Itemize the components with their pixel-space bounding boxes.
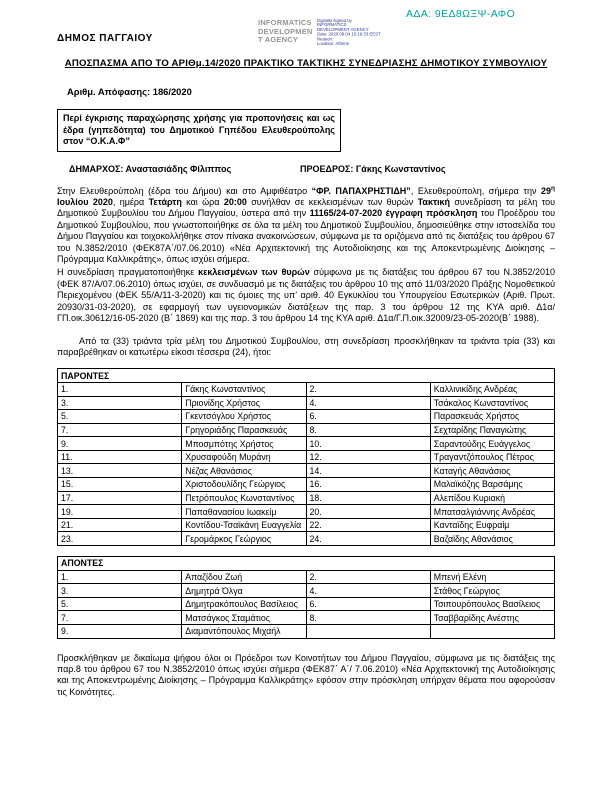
member-name: Μαλαϊκόζης Βαρσάμης — [430, 478, 554, 492]
member-number: 8. — [306, 611, 430, 625]
member-name: Τσαββαρίδης Ανέστης — [430, 611, 554, 625]
table-row — [58, 518, 555, 532]
member-name: Τσάκαλος Κωνσταντίνος — [430, 396, 554, 410]
member-name: Σεχταρίδης Παναγιώτης — [430, 423, 554, 437]
member-number: 5. — [58, 410, 182, 424]
member-number: 3. — [58, 584, 182, 598]
member-number: 3. — [58, 396, 182, 410]
agency-line: INFORMATICS — [258, 18, 312, 27]
member-number: 4. — [306, 396, 430, 410]
member-number: 14. — [306, 464, 430, 478]
member-name: Πετρόπουλος Κωνσταντίνος — [182, 491, 306, 505]
ada-code: ΑΔΑ: 9ΕΔ8ΩΞΨ-ΑΦΟ — [406, 8, 516, 20]
text-segment: η — [551, 184, 555, 192]
member-number: 9. — [58, 625, 182, 639]
member-number: 20. — [306, 505, 430, 519]
text-segment: “ΦΡ. ΠΑΠΑΧΡΗΣΤΙΔΗ” — [311, 185, 411, 196]
table-row — [58, 450, 555, 464]
text-segment: 11165/24-07-2020 έγγραφη πρόσκληση — [309, 208, 478, 219]
table-row — [58, 491, 555, 505]
member-name: Τσιπουρόπουλος Βασίλειος — [430, 597, 554, 611]
member-name — [430, 625, 554, 639]
table-row — [58, 410, 555, 424]
member-number: 8. — [306, 423, 430, 437]
member-name: Μπενή Ελένη — [430, 570, 554, 584]
text-segment: , ημέρα — [112, 197, 149, 208]
signature-agency-name — [258, 19, 313, 45]
table-row — [58, 597, 555, 611]
member-name: Πριονίδης Χρήστος — [182, 396, 306, 410]
member-number: 9. — [58, 437, 182, 451]
agency-line: DEVELOPMEN — [258, 26, 313, 36]
council-president-name: ΠΡΟΕΔΡΟΣ: Γάκης Κωνσταντίνος — [300, 163, 446, 174]
member-name: Μποσμπότης Χρήστος — [182, 437, 306, 451]
member-number — [306, 625, 430, 639]
subject-box: Περί έγκρισης παραχώρησης χρήσης για προπονήσεις και ως έδρα (γηπεδότητα) του Δημοτικού Γηπέδου Ελευθερούπολης στον “Ο.Κ.Α.Φ” — [57, 109, 341, 151]
text-segment: Ιουλίου 2020 — [57, 197, 113, 208]
member-name: Χρυσαφούδη Μυράνη — [182, 450, 306, 464]
officials-line — [57, 164, 555, 176]
signature-line: Date: 2020.08.04 10:16:33 EEST — [316, 32, 381, 38]
member-number: 24. — [306, 532, 430, 546]
text-segment: και ώρα — [181, 197, 224, 208]
table-row — [58, 584, 555, 598]
member-number: 18. — [306, 491, 430, 505]
text-segment: 20:00 — [223, 197, 247, 208]
text-segment: Στην Ελευθερούπολη (έδρα του Δήμου) και στο Αμφιθέατρο — [57, 185, 312, 196]
member-number: 13. — [58, 464, 182, 478]
present-members-table — [57, 368, 555, 546]
table-row — [58, 611, 555, 625]
member-number: 6. — [306, 597, 430, 611]
member-name: Καλλινικίδης Ανδρέας — [430, 382, 554, 396]
member-number: 6. — [306, 410, 430, 424]
table-row — [58, 478, 555, 492]
digital-signature-stamp — [258, 19, 417, 57]
member-name: Καταγής Αθανάσιος — [430, 464, 554, 478]
signature-line: DEVELOPMENT AGENCY — [316, 28, 369, 33]
member-number: 11. — [58, 450, 182, 464]
member-number: 1. — [58, 570, 182, 584]
member-name: Κοντίδου-Τσαϊκάνη Ευαγγελία — [182, 518, 306, 532]
paragraph-community-presidents: Προσκλήθηκαν με δικαίωμα ψήφου όλοι οι Πρόεδροι των Κοινοτήτων του Δήμου Παγγαίου, σύμφωνα με τις διατάξεις της παρ.8 του άρθρου 67 του Ν.3852/2010 όπως ισχύει σήμερα (ΦΕΚ87΄ Α΄/ 7.06.2010) «Νέα Αρχιτεκτονική της Αυτοδιοίκησης και της Αποκεντρωμένης Διοίκησης – Πρόγραμμα Καλλικράτης» εφόσον στην πρόσκληση υπήρχαν θέματα που αφορούσαν τις Κοινότητες. — [57, 652, 555, 697]
table-row — [58, 505, 555, 519]
member-number: 1. — [58, 382, 182, 396]
paragraph-closed-doors — [57, 267, 555, 324]
table-row — [58, 570, 555, 584]
table-row — [58, 464, 555, 478]
member-name: Γερομάρκος Γεώργιος — [182, 532, 306, 546]
member-name: Ματσάγκος Σταμάτιος — [182, 611, 306, 625]
text-segment: 29 — [540, 185, 551, 196]
member-name: Αλεπίδου Κυριακή — [430, 491, 554, 505]
mayor-name: ΔΗΜΑΡΧΟΣ: Αναστασιάδης Φίλιππος — [69, 163, 232, 174]
table-row — [58, 625, 555, 639]
member-number: 4. — [306, 584, 430, 598]
member-number: 15. — [58, 478, 182, 492]
member-number: 7. — [58, 611, 182, 625]
text-segment: Τακτική — [417, 197, 451, 208]
member-name: Δημητρακόπουλος Βασίλειος — [182, 597, 306, 611]
member-name: Κανταϊδης Ευφραίμ — [430, 518, 554, 532]
paragraph-session-intro — [57, 183, 555, 266]
text-segment: κεκλεισμένων των θυρών — [198, 267, 310, 278]
table-row — [58, 396, 555, 410]
member-name: Τραγαντζόπουλος Πέτρος — [430, 450, 554, 464]
member-number: 12. — [306, 450, 430, 464]
member-name: Νέζας Αθανάσιος — [182, 464, 306, 478]
paragraph-members-count: Από τα (33) τριάντα τρία μέλη του Δημοτικού Συμβουλίου, στη συνεδρίαση προσκλήθηκαν τα τριάντα τρία (33) και παραβρέθηκαν οι κατωτέρω είκοσι τέσσερα (24), ήτοι: — [57, 335, 555, 357]
member-name: Παπαθανασίου Ιωακείμ — [182, 505, 306, 519]
member-number: 2. — [306, 382, 430, 396]
member-number: 17. — [58, 491, 182, 505]
member-number: 19. — [58, 505, 182, 519]
signature-details — [317, 19, 389, 47]
member-number: 2. — [306, 570, 430, 584]
member-number: 16. — [306, 478, 430, 492]
document-title: ΑΠΟΣΠΑΣΜΑ ΑΠΟ ΤΟ ΑΡΙΘμ.14/2020 ΠΡΑΚΤΙΚΟ ΤΑΚΤΙΚΗΣ ΣΥΝΕΔΡΙΑΣΗΣ ΔΗΜΟΤΙΚΟΥ ΣΥΜΒΟΥΛΙΟΥ — [64, 58, 548, 69]
text-segment: του Προέδρου του Δημοτικού Συμβουλίου, που γνωστοποιήθηκε σε όλα τα μέλη του Δημοτικού Συμβουλίου, δημοσιεύθηκε στην ιστοσελίδα του Δήμου Παγγαίου και τοιχοκολλήθηκε στον πίνακα ανακοινώσεων, σύμφωνα με τα οριζόμενα από τις διατάξεις του άρθρου 67 του Ν.3852/2010 (ΦΕΚ87Α΄/07.06.2010) «Νέα Αρχιτεκτονική της Αυτοδιοίκησης και της Αποκεντρωμένης Διοίκησης – Πρόγραμμα Καλλικράτης», όπως ισχύει σήμερα. — [57, 208, 556, 265]
member-name: Διαμαντόπουλος Μιχαήλ — [182, 625, 306, 639]
absent-members-table — [57, 556, 555, 639]
member-name: Γάκης Κωνσταντίνος — [182, 382, 306, 396]
signature-line: Reason: — [316, 37, 333, 42]
table-row — [58, 423, 555, 437]
member-name: Δημητρά Όλγα — [182, 584, 306, 598]
table-row — [58, 532, 555, 546]
municipality-name: ΔΗΜΟΣ ΠΑΓΓΑΙΟΥ — [57, 33, 153, 44]
table-row — [58, 382, 555, 396]
table-header: ΑΠΟΝΤΕΣ — [58, 557, 555, 571]
member-number: 10. — [306, 437, 430, 451]
signature-line: Digitally signed by — [316, 19, 352, 24]
member-name: Παρασκευάς Χρήστος — [430, 410, 554, 424]
text-segment: συνήλθαν σε κεκλεισμένων των θυρών — [246, 197, 418, 208]
signature-line: INFORMATICS — [316, 23, 346, 28]
member-number: 5. — [58, 597, 182, 611]
agency-line: T AGENCY — [258, 35, 299, 44]
member-number: 21. — [58, 518, 182, 532]
table-header: ΠΑΡΟΝΤΕΣ — [58, 369, 555, 383]
document-body — [57, 58, 555, 698]
decision-number: Αριθμ. Απόφασης: 186/2020 — [67, 86, 192, 97]
member-number: 23. — [58, 532, 182, 546]
member-number: 22. — [306, 518, 430, 532]
table-header-row — [58, 557, 555, 571]
member-name: Σαραντούδης Ευάγγελος — [430, 437, 554, 451]
member-name: Γρηγοριάδης Παρασκευάς — [182, 423, 306, 437]
member-name: Χριστοδουλίδης Γεώργιος — [182, 478, 306, 492]
member-name: Γκεντσόγλου Χρήστος — [182, 410, 306, 424]
signature-line: Location: Athens — [316, 42, 349, 47]
table-header-row — [58, 369, 555, 383]
text-segment: Τετάρτη — [148, 197, 182, 208]
member-name: Μπατσαλγιάννης Ανδρέας — [430, 505, 554, 519]
member-name: Στάθος Γεώργιος — [430, 584, 554, 598]
table-row — [58, 437, 555, 451]
text-segment: σύμφωνα με τις διατάξεις του άρθρου 67 του Ν.3852/2010 (ΦΕΚ 87/Α/07.06.2010) όπως ισχύει, σε συνδυασμό με τις διατάξεις του άρθρου 10 της από 11/03/2020 Πράξης Νομοθετικού Περιεχομένου (ΦΕΚ 55/Α/11-3-2020) και τις όμοιες της υπ’ αριθ. 40 Εγκυκλίου του Υπουργείου Εσωτερικών (Αριθ. Πρωτ. 20930/31-03-2020), σε εφαρμογή των υγειονομικών διατάξεων της παρ. 3 του άρθρου 12 της ΚΥΑ αριθ. Δ1α/ΓΠ.οικ.30612/16-05-2020 (Β΄ 1869) και της παρ. 3 του άρθρου 14 της ΚΥΑ αριθ. Δ1α/Γ.Π.οικ.32009/23-05-2020(Β΄ 1988). — [57, 267, 556, 324]
text-segment: Η συνεδρίαση πραγματοποιήθηκε — [57, 267, 199, 278]
member-number: 7. — [58, 423, 182, 437]
member-name: Βαζαϊδης Αθανάσιος — [430, 532, 554, 546]
text-segment: , Ελευθερούπολη, σήμερα την — [410, 185, 541, 196]
member-name: Απαζίδου Ζωή — [182, 570, 306, 584]
text-segment: συνεδρίαση τα μέλη του Δημοτικού Συμβουλίου του Δήμου Παγγαίου, ύστερα από την — [57, 197, 556, 219]
